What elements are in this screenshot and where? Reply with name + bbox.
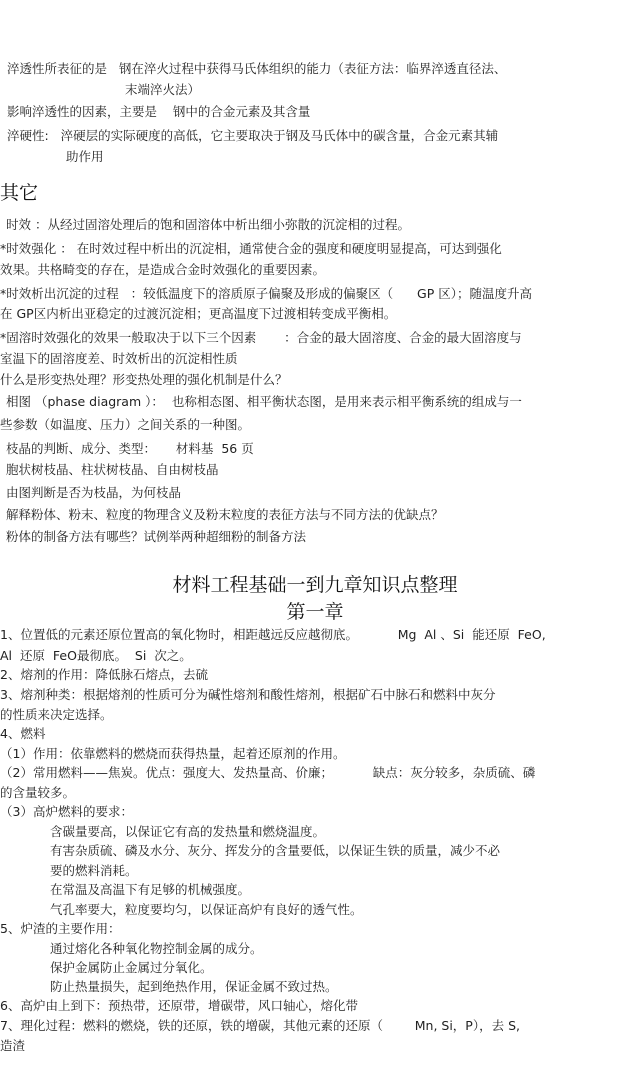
list-item: 要的燃料消耗。 bbox=[50, 863, 138, 878]
text-line: 什么是形变热处理？形变热处理的强化机制是什么？ bbox=[0, 372, 288, 387]
text-line: 助作用 bbox=[66, 149, 104, 164]
text-line: 7、理化过程：燃料的燃烧，铁的还原，铁的增碳，其他元素的还原（ Mn, Si，P），去 S, bbox=[0, 1018, 520, 1033]
text-line: 相图 （phase diagram ）： 也称相态图、相平衡状态图，是用来表示相平衡系统的组成与一 bbox=[6, 394, 522, 409]
text-line: 2、熔剂的作用：降低脉石熔点，去硫 bbox=[0, 667, 208, 682]
text-line: 6、高炉由上到下：预热带，还原带，增碳带，风口轴心，熔化带 bbox=[0, 998, 358, 1013]
text-line: 3、熔剂种类：根据熔剂的性质可分为碱性熔剂和酸性熔剂，根据矿石中脉石和燃料中灰分 bbox=[0, 687, 496, 702]
document-title: 材料工程基础一到九章知识点整理 bbox=[172, 574, 458, 596]
text-line: 在 GP区内析出亚稳定的过渡沉淀相；更高温度下过渡相转变成平衡相。 bbox=[0, 306, 397, 321]
text-line: 些参数（如温度、压力）之间关系的一种图。 bbox=[0, 417, 251, 432]
text-line: 4、燃料 bbox=[0, 726, 46, 741]
text-line: 的性质来决定选择。 bbox=[0, 707, 113, 722]
text-line: 枝晶的判断、成分、类型： 材料基 56 页 bbox=[6, 441, 254, 456]
text-line: 造渣 bbox=[0, 1038, 26, 1053]
text-line: 由图判断是否为枝晶，为何枝晶 bbox=[6, 485, 182, 500]
text-line: Al 还原 FeO最彻底。 Si 次之。 bbox=[0, 648, 192, 663]
text-line: *固溶时效强化的效果一般取决于以下三个因素 ：合金的最大固溶度、合金的最大固溶度与 bbox=[0, 330, 522, 345]
list-item: 防止热量损失，起到绝热作用，保证金属不致过热。 bbox=[50, 979, 338, 994]
text-line: 的含量较多。 bbox=[0, 785, 76, 800]
list-item: 气孔率要大，粒度要均匀，以保证高炉有良好的透气性。 bbox=[50, 902, 363, 917]
list-item: 在常温及高温下有足够的机械强度。 bbox=[50, 882, 251, 897]
list-item: 有害杂质硫、磷及水分、灰分、挥发分的含量要低，以保证生铁的质量，减少不必 bbox=[50, 843, 501, 858]
text-line: 淬硬性: 淬硬层的实际硬度的高低，它主要取决于钢及马氏体中的碳含量，合金元素其辅 bbox=[7, 128, 499, 143]
text-line: 末端淬火法） bbox=[125, 82, 201, 97]
text-line: 胞状树枝晶、柱状树枝晶、自由树枝晶 bbox=[6, 462, 219, 477]
text-line: *时效强化 ： 在时效过程中析出的沉淀相，通常使合金的强度和硬度明显提高，可达到强化 bbox=[0, 241, 502, 256]
section-heading: 其它 bbox=[0, 182, 39, 204]
list-item: 通过熔化各种氧化物控制金属的成分。 bbox=[50, 941, 263, 956]
text-line: （2）常用燃料——焦炭。优点：强度大、发热量高、价廉； 缺点：灰分较多，杂质硫、磷 bbox=[0, 765, 536, 780]
text-line: 1、位置低的元素还原位置高的氧化物时，相距越远反应越彻底。 Mg Al 、Si 能还原 FeO, bbox=[0, 627, 546, 642]
text-line: （3）高炉燃料的要求： bbox=[0, 804, 133, 819]
chapter-title: 第一章 bbox=[286, 601, 344, 623]
text-line: 影响淬透性的因素，主要是 钢中的合金元素及其含量 bbox=[7, 104, 311, 119]
text-line: 粉体的制备方法有哪些？试例举两种超细粉的制备方法 bbox=[6, 529, 307, 544]
text-line: 解释粉体、粉末、粒度的物理含义及粉末粒度的表征方法与不同方法的优缺点？ bbox=[6, 507, 444, 522]
text-line: 5、炉渣的主要作用： bbox=[0, 921, 121, 936]
text-line: （1）作用：依靠燃料的燃烧而获得热量，起着还原剂的作用。 bbox=[0, 746, 346, 761]
text-line: 效果。共格畸变的存在，是造成合金时效强化的重要因素。 bbox=[0, 262, 326, 277]
text-line: *时效析出沉淀的过程 ：较低温度下的溶质原子偏聚及形成的偏聚区（ GP 区）；随温度升高 bbox=[0, 286, 532, 301]
text-line: 室温下的固溶度差、时效析出的沉淀相性质 bbox=[0, 351, 238, 366]
list-item: 保护金属防止金属过分氧化。 bbox=[50, 960, 213, 975]
text-line: 时效 ：从经过固溶处理后的饱和固溶体中析出细小弥散的沉淀相的过程。 bbox=[6, 217, 410, 232]
list-item: 含碳量要高，以保证它有高的发热量和燃烧温度。 bbox=[50, 824, 326, 839]
text-line: 淬透性所表征的是 钢在淬火过程中获得马氏体组织的能力（表征方法：临界淬透直径法、 bbox=[7, 61, 507, 76]
